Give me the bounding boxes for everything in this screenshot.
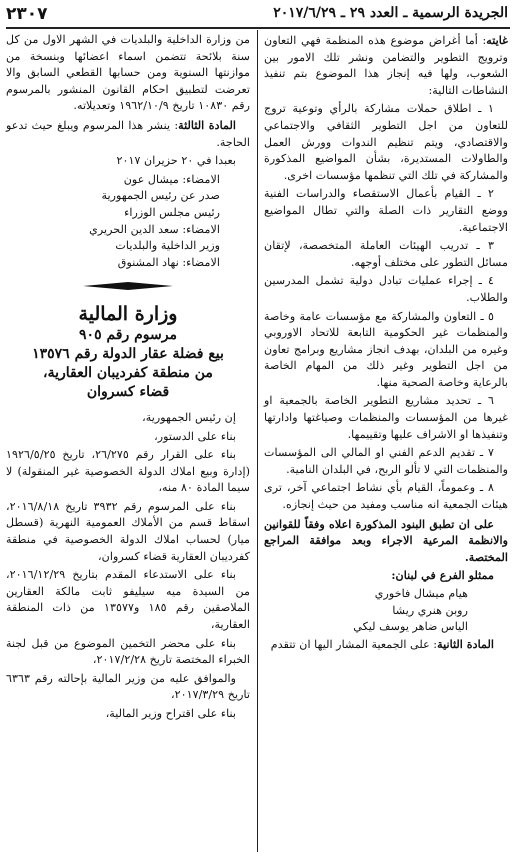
decree-title-line-3: قضاء كسروان (86, 383, 170, 400)
decree-title-line-2: من منطقة كفرديبان العقارية، (43, 364, 213, 381)
decree-number: مرسوم رقم ٩٠٥ (79, 326, 177, 343)
ministry-heading: وزارة المالية (78, 302, 178, 325)
decree-para-2: بناء على الدستور، (154, 429, 236, 443)
article-2 (264, 636, 508, 654)
article-3-text: : ينشر هذا المرسوم ويبلغ حيث تدعو الحاجة. (6, 118, 250, 149)
activity-item-6: ٦ ـ تحديد مشاريع التطوير الخاصة بالجمعية او غيرها من المؤسسات والمنظمات وصياغتها وادارتها وتنفيذها او الاشراف عليها وتقييمها. (264, 394, 508, 441)
signature-interior-minister: الامضاء: نهاد المشنوق (117, 255, 220, 269)
activity-item-5: ٥ ـ التعاون والمشاركة مع مؤسسات عامة وخاصة والمنظمات غير الحكومية التابعة للاتحاد الاوروبي وغيره من البلدان، بهدف انجاز مشاريع وبرامج تعاون من اجل التطوير وغير ذلك من المهام الخاصة بالرعاية وخاصة الصحية منها. (264, 309, 508, 389)
section-divider (6, 279, 250, 296)
decree-title-line-1: بيع فضلة عقار الدولة رقم ١٣٥٧٦ (32, 345, 224, 362)
page-header (6, 3, 508, 27)
article-2-text: : على الجمعية المشار اليها ان تتقدم (270, 637, 438, 651)
representative-2: روبن هنري ريشا (392, 603, 468, 617)
column-divider (257, 30, 258, 852)
goal-paragraph (264, 32, 508, 99)
goal-text: : أما أغراض موضوع هذه المنظمة فهي التعاون وترويج التطوير والتضامن ونشر تلك الامور بين الشعوب، ولها فيه إنجاز هذا الموضوع بتم تنفيذ النشاطات التالية: (264, 34, 508, 97)
right-column (264, 32, 508, 852)
conditions-note: على ان تطبق البنود المذكورة اعلاه وفقاً للقوانين والانظمة المرعية الاجراء وبعد موافقة المراجع المختصة. (264, 516, 508, 564)
decree-para-1: إن رئيس الجمهورية، (142, 410, 236, 424)
divider-ornament (83, 282, 173, 290)
decree-para-6: بناء على محضر التخمين الموضوع من قبل لجنة الخبراء المختصة تاريخ ٢٠١٧/٢/٢٨، (6, 636, 250, 667)
page-number: ٢٣٠٧ (6, 4, 48, 24)
decree-para-4: بناء على المرسوم رقم ٣٩٣٢ تاريخ ٢٠١٦/٨/١٨، اسقاط قسم من الأملاك العمومية النهرية (قسطل ميار) لحساب املاك الدولة الخصوصية في منطقة كفرديبان العقارية قضاء كسروان، (6, 499, 250, 563)
minister-title: وزير الداخلية والبلديات (115, 239, 220, 253)
left-column (6, 32, 250, 852)
activity-item-2: ٢ ـ القيام بأعمال الاستقصاء والدراسات الفنية ووضع التقارير ذات الصلة والتي تطال المواضيع الاجتماعية. (264, 187, 508, 234)
activity-item-4: ٤ ـ إجراء عمليات تبادل دولية تشمل المدرسين والطلاب. (264, 274, 508, 304)
representative-1: هيام ميشال فاخوري (374, 587, 468, 600)
header-rule (6, 27, 510, 29)
signature-president: الامضاء: ميشال عون (123, 172, 220, 186)
decree-para-5: بناء على الاستدعاء المقدم بتاريخ ٢٠١٦/١٢/٢٩، من السيدة ميه سيليفو ثابت مالكة العقارين الملاصقين رقم ١٨٥ و١٣٥٧٧ من ذات المنطقة العقارية، (6, 568, 250, 632)
activity-item-3: ٣ ـ تدريب الهيئات العاملة المتخصصة، لإتقان مسائل التطور على مختلف أوجهه. (264, 239, 508, 269)
representatives-title: ممثلو الفرع في لبنان: (391, 568, 494, 583)
goal-lead: غايته (486, 33, 508, 47)
decree-para-3: بناء على القرار رقم ٢٦/٢٧٥، تاريخ ١٩٢٦/٥/٢٥ (إدارة وبيع املاك الدولة الخصوصية غير المنقولة) لا سيما المادة ٨٠ منه، (6, 448, 250, 495)
decree-para-7: والموافق عليه من وزير المالية بإحالته رقم ٦٣٦٣ تاريخ ٢٠١٧/٣/٢٩، (6, 671, 250, 702)
date-line: بعبدا في ٢٠ حزيران ٢٠١٧ (116, 154, 236, 168)
article-2-lead: المادة الثانية (437, 636, 494, 651)
gazette-title: الجريدة الرسمية ـ العدد ٢٩ ـ ٢٠١٧/٦/٢٩ (273, 5, 508, 21)
signature-prime-minister: الامضاء: سعد الدين الحريري (89, 222, 220, 236)
article-3-lead: المادة الثالثة (178, 117, 237, 132)
representative-3: الياس ضاهر يوسف ليكي (353, 620, 468, 634)
issued-by-line-2: رئيس مجلس الوزراء (124, 205, 220, 219)
activity-item-1: ١ ـ اطلاق حملات مشاركة بالرأي وتوعية تروج للتعاون من اجل التطوير الثقافي والاجتماعي والاقتصادي، ويتم تنظيم الندوات وورش العمل والطاولات المستديرة، بشأن المواضيع المذكورة والمشاركة في تلك التي تنظمها مؤسسات اخرى. (264, 102, 508, 182)
activity-item-8: ٨ ـ وعموماً، القيام بأي نشاط اجتماعي آخر، ترى هيئات الجمعية انه مناسب ومفيد من حيث إنجازه. (264, 481, 508, 512)
decree-para-8: بناء على اقتراح وزير المالية، (105, 707, 236, 720)
article-3 (6, 117, 250, 151)
issued-by-line-1: صدر عن رئيس الجمهورية (101, 189, 220, 203)
continuation-paragraph: من وزارة الداخلية والبلديات في الشهر الاول من كل سنة بلائحة تتضمن اسماء اعضائها وبنسخة من موازنتها السنوية ومن حسابها القطعي السابق والا تعرضت لتطبيق احكام القانون المنشور بالمرسوم رقم ١٠٨٣٠ تاريخ ١٩٦٢/١٠/٩ وتعديلاته. (6, 33, 250, 113)
activity-item-7: ٧ ـ تقديم الدعم الفني او المالي الى المؤسسات والمنظمات التي لا تألو الربح، في البلدان النامية. (264, 446, 508, 476)
